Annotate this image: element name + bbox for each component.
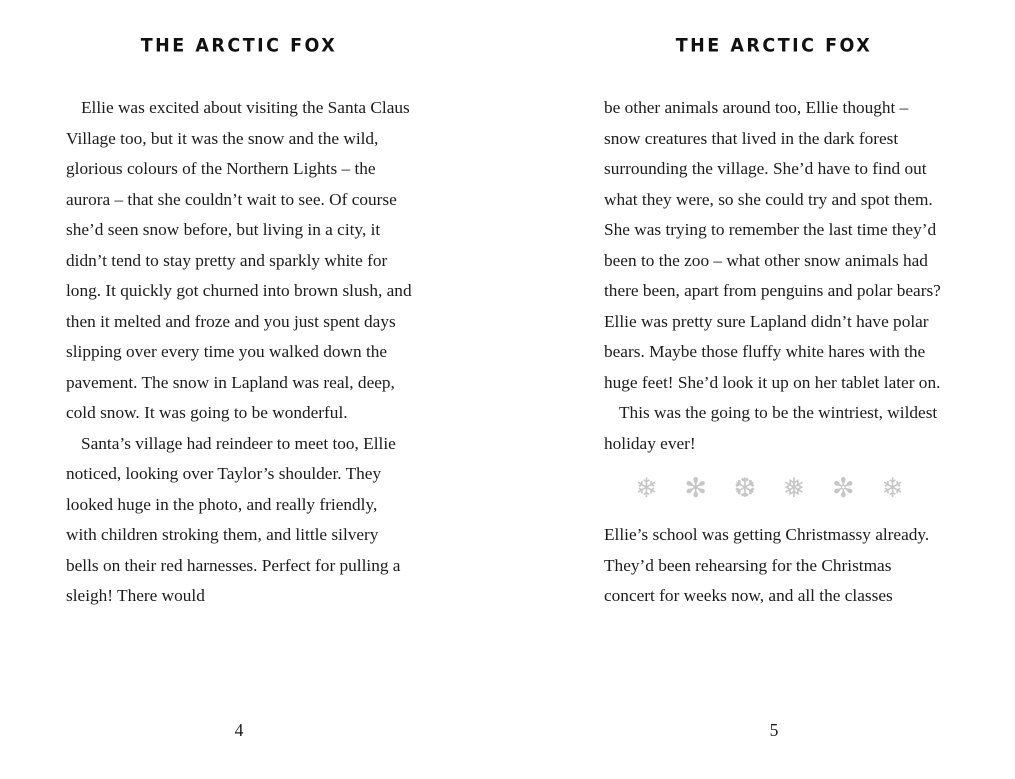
body-paragraph: Santa’s village had reindeer to meet too, Ellie noticed, looking over Taylor’s shoulder. They looked huge in the photo, and really friendly, with children stroking them, and little silvery bells on their red harnesses. Perfect for pulling a sleigh! There would [66, 433, 401, 605]
right-page [604, 0, 944, 779]
left-page [66, 0, 412, 779]
page-number-right: 5 [769, 720, 779, 740]
running-header-left: THE ARCTIC FOX [140, 35, 338, 57]
snowflake-divider [604, 466, 944, 512]
snowflakes-icon: ❄ ✻ ❆ ❅ ✼ ❄ [635, 472, 913, 504]
running-header-right: THE ARCTIC FOX [675, 35, 873, 57]
left-page-body [66, 93, 412, 612]
page-number-left: 4 [234, 720, 244, 740]
body-paragraph: Ellie was excited about visiting the Santa Claus Village too, but it was the snow and the wild, glorious colours of the Northern Lights – the aurora – that she couldn’t wait to see. Of course she’d seen snow before, but living in a city, it didn’t tend to stay pretty and sparkly white for long. It quickly got churned into brown slush, and then it melted and froze and you just spent days slipping over every time you walked down the pavement. The snow in Lapland was real, deep, cold snow. It was going to be wonderful. [66, 98, 412, 422]
right-page-body [604, 93, 944, 612]
body-paragraph: This was the going to be the wintriest, wildest holiday ever! [604, 403, 938, 453]
body-paragraph: be other animals around too, Ellie thought – snow creatures that lived in the dark forest surrounding the village. She’d have to find out what they were, so she could try and spot them. She was trying to remember the last time they’d been to the zoo – what other snow animals had there been, apart from penguins and polar bears? Ellie was pretty sure Lapland didn’t have polar bears. Maybe those fluffy white hares with the huge feet! She’d look it up on her tablet later on. [604, 98, 941, 392]
body-paragraph: Ellie’s school was getting Christmassy already. They’d been rehearsing for the Christmas concert for weeks now, and all the classes [604, 525, 930, 605]
